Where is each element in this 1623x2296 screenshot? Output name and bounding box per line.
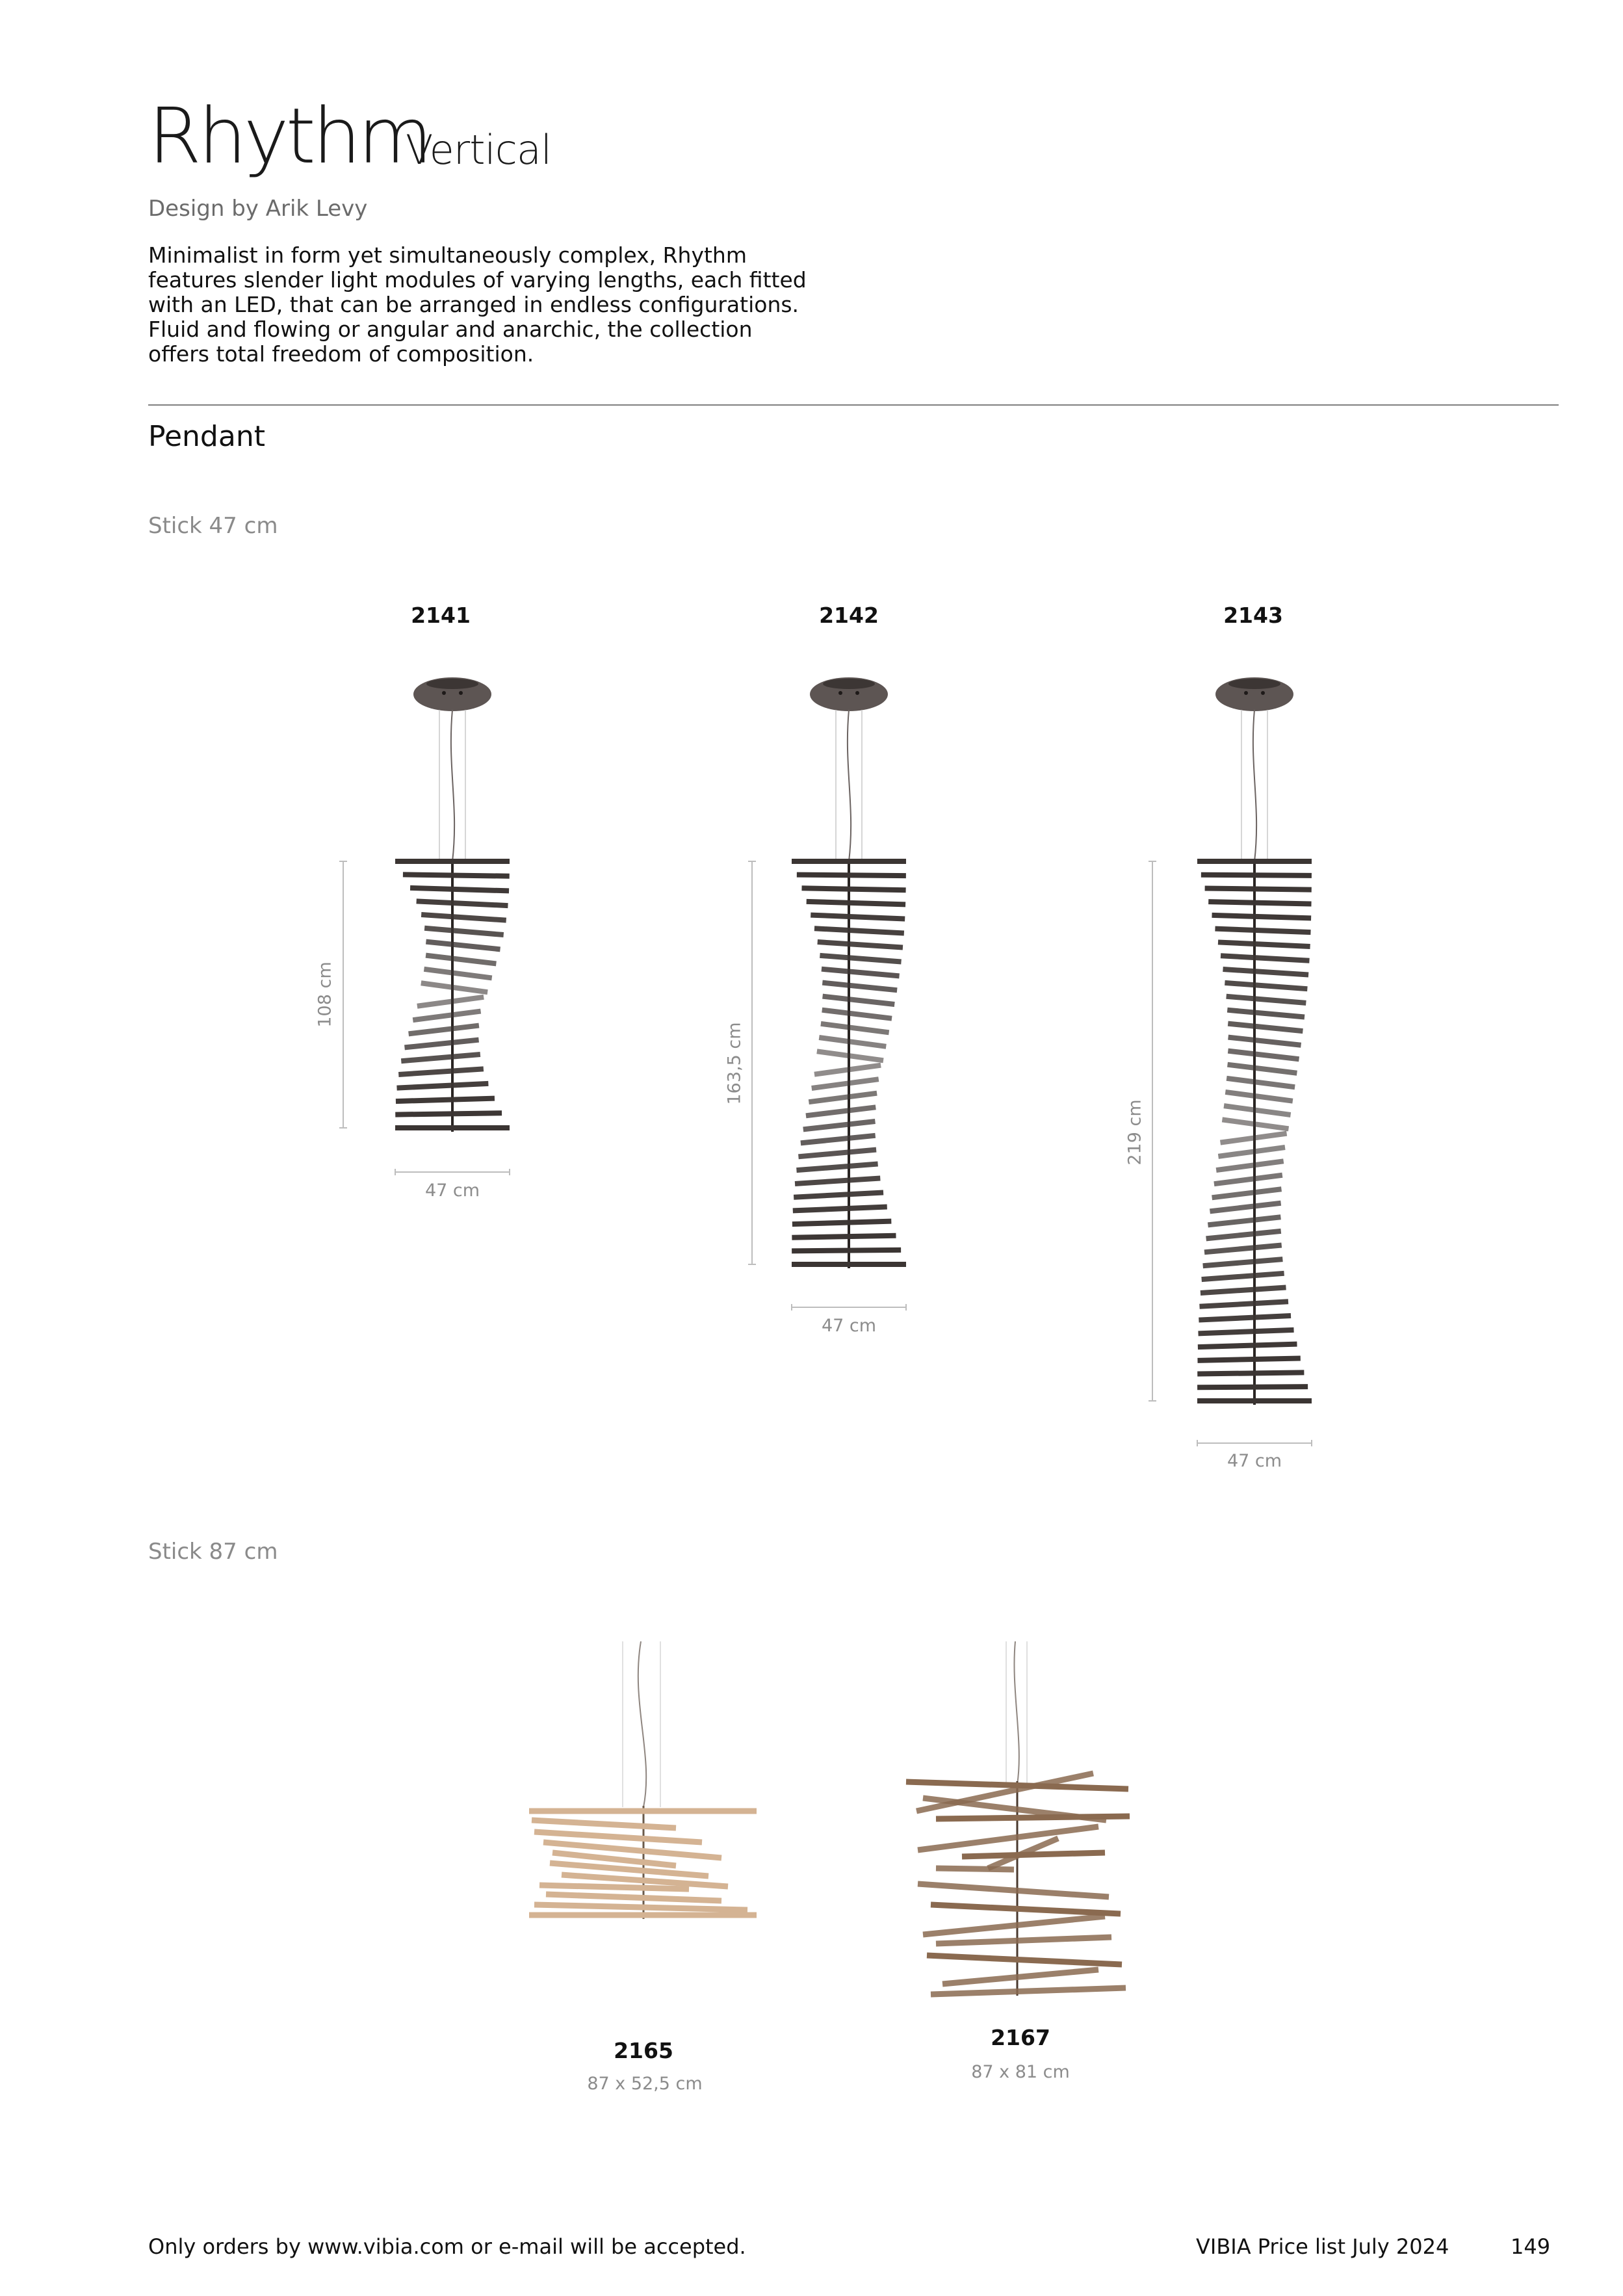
description-line: Fluid and flowing or angular and anarchic, the collection [148,317,753,342]
light-stick [931,1905,1121,1914]
light-stick [942,1970,1098,1984]
width-dimension-2141: 47 cm [424,1181,480,1201]
power-cord [1014,1641,1019,1784]
product-subtitle: Vertical [406,126,552,174]
light-stick [936,1816,1130,1819]
page-number: 149 [1511,2234,1551,2259]
width-dimension-2142: 47 cm [821,1316,877,1336]
footer-brand: VIBIA Price list July 2024 [1196,2234,1449,2259]
light-stick [962,1853,1105,1857]
light-stick [936,1937,1111,1944]
description-line: with an LED, that can be arranged in endless configurations. [148,292,799,317]
group-label-stick-87: Stick 87 cm [148,1539,278,1565]
product-code-2141: 2141 [411,603,471,628]
width-dimension-2143: 47 cm [1227,1451,1282,1471]
height-dimension-2143: 219 cm [1124,1099,1145,1166]
description-line: features slender light modules of varying lengths, each fitted [148,267,807,293]
description-line: Minimalist in form yet simultaneously complex, Rhythm [148,242,747,268]
light-stick [936,1868,1014,1870]
product-code-2165: 2165 [614,2038,673,2063]
group-label-stick-47: Stick 47 cm [148,513,278,539]
dimensions-2165: 87 x 52,5 cm [587,2074,703,2094]
product-code-2143: 2143 [1223,603,1283,628]
height-dimension-2141: 108 cm [315,961,335,1028]
light-stick [918,1884,1109,1897]
height-dimension-2142: 163,5 cm [724,1022,745,1105]
description-line: offers total freedom of composition. [148,341,534,367]
light-stick [923,1916,1105,1935]
light-stick [927,1955,1122,1964]
section-title: Pendant [148,420,265,453]
dimensions-2167: 87 x 81 cm [971,2062,1070,2082]
designer-credit: Design by Arik Levy [148,196,368,222]
footer-order-note: Only orders by www.vibia.com or e-mail will be accepted. [148,2234,746,2259]
product-code-2167: 2167 [991,2025,1050,2050]
light-stick [931,1988,1126,1994]
product-title: Rhythm [148,91,430,181]
light-stick [918,1827,1098,1850]
product-code-2142: 2142 [819,603,879,628]
